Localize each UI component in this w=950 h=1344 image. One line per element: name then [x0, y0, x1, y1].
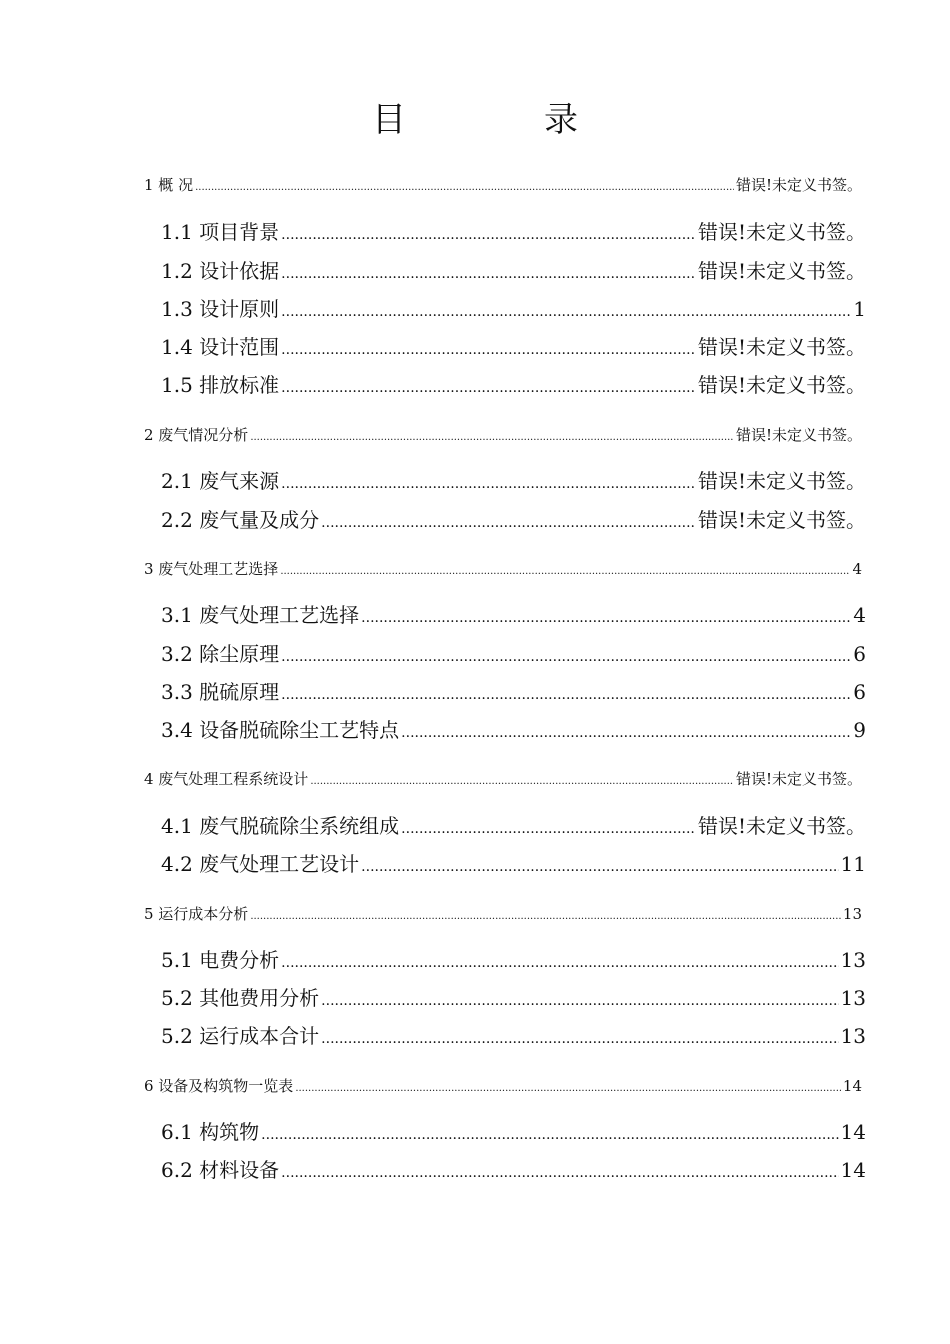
toc-entry-6[interactable]	[144, 1075, 862, 1096]
toc-entry-3-1[interactable]	[161, 599, 866, 628]
toc-entry-5-2[interactable]	[161, 982, 866, 1011]
toc-entry-label: 4.2 废气处理工艺设计	[161, 852, 360, 876]
toc-leader-dots	[321, 1031, 838, 1047]
toc-entry-label: 3.1 废气处理工艺选择	[161, 603, 360, 627]
toc-entry-1[interactable]	[144, 174, 862, 195]
toc-entry-page: 13	[842, 905, 862, 923]
toc-entry-2-1[interactable]	[161, 465, 866, 494]
toc-entry-label: 3 废气处理工艺选择	[144, 560, 279, 578]
toc-entry-page: 9	[853, 718, 866, 742]
toc-entry-6-1[interactable]	[161, 1116, 866, 1145]
toc-entry-label: 1.3 设计原则	[161, 297, 280, 321]
toc-entry-4[interactable]	[144, 768, 862, 789]
toc-entry-label: 2.2 废气量及成分	[161, 508, 320, 532]
toc-entry-label: 5 运行成本分析	[144, 905, 249, 923]
toc-entry-page: 14	[840, 1158, 866, 1182]
toc-entry-page: 13	[840, 986, 866, 1010]
toc-entry-page: 1	[853, 297, 866, 321]
toc-entry-page: 6	[853, 642, 866, 666]
toc-leader-dots	[261, 1127, 838, 1143]
toc-leader-dots	[361, 859, 838, 875]
toc-entry-page: 错误!未定义书签。	[697, 220, 866, 244]
toc-entry-3-2[interactable]	[161, 638, 866, 667]
toc-entry-3-3[interactable]	[161, 676, 866, 705]
toc-entry-label: 5.1 电费分析	[161, 948, 280, 972]
toc-entry-label: 6 设备及构筑物一览表	[144, 1077, 294, 1095]
toc-entry-1-4[interactable]	[161, 331, 866, 360]
toc-leader-dots	[281, 266, 696, 282]
toc-entry-page: 错误!未定义书签。	[697, 335, 866, 359]
toc-entry-page: 错误!未定义书签。	[697, 814, 866, 838]
toc-entry-label: 6.2 材料设备	[161, 1158, 280, 1182]
toc-entry-label: 4.1 废气脱硫除尘系统组成	[161, 814, 400, 838]
toc-leader-dots	[281, 1165, 838, 1181]
toc-entry-label: 3.4 设备脱硫除尘工艺特点	[161, 718, 400, 742]
toc-entry-label: 3.2 除尘原理	[161, 642, 280, 666]
toc-leader-dots	[280, 566, 850, 577]
toc-leader-dots	[281, 304, 851, 320]
toc-entry-page: 4	[853, 603, 866, 627]
toc-entry-3-4[interactable]	[161, 714, 866, 743]
toc-leader-dots	[281, 687, 851, 703]
toc-leader-dots	[295, 1083, 841, 1094]
toc-leader-dots	[281, 955, 838, 971]
toc-entry-2[interactable]	[144, 424, 862, 445]
toc-entry-4-1[interactable]	[161, 810, 866, 839]
toc-entry-5[interactable]	[144, 903, 862, 924]
toc-entry-page: 错误!未定义书签。	[735, 176, 862, 194]
toc-entry-label: 2.1 废气来源	[161, 469, 280, 493]
toc-leader-dots	[250, 911, 841, 922]
toc-entry-page: 11	[840, 852, 866, 876]
toc-leader-dots	[281, 380, 696, 396]
toc-entry-page: 错误!未定义书签。	[697, 508, 866, 532]
toc-entry-2-2[interactable]	[161, 504, 866, 533]
toc-entry-label: 4 废气处理工程系统设计	[144, 770, 309, 788]
toc-entry-page: 错误!未定义书签。	[735, 770, 862, 788]
toc-entry-1-3[interactable]	[161, 293, 866, 322]
toc-entry-label: 1.4 设计范围	[161, 335, 280, 359]
toc-entry-label: 5.2 运行成本合计	[161, 1024, 320, 1048]
toc-leader-dots	[195, 182, 734, 193]
toc-entry-label: 1.2 设计依据	[161, 259, 280, 283]
toc-entry-6-2[interactable]	[161, 1154, 866, 1183]
toc-entry-page: 13	[840, 1024, 866, 1048]
toc-entry-label: 2 废气情况分析	[144, 426, 249, 444]
toc-entry-page: 13	[840, 948, 866, 972]
toc-entry-5-3[interactable]	[161, 1020, 866, 1049]
toc-entry-page: 错误!未定义书签。	[697, 373, 866, 397]
toc-leader-dots	[250, 432, 734, 443]
toc-leader-dots	[401, 725, 851, 741]
toc-leader-dots	[281, 476, 696, 492]
toc-entry-page: 6	[853, 680, 866, 704]
toc-entry-label: 1 概 况	[144, 176, 194, 194]
toc-entry-1-5[interactable]	[161, 369, 866, 398]
toc-entry-page: 错误!未定义书签。	[697, 469, 866, 493]
toc-entry-1-1[interactable]	[161, 216, 866, 245]
toc-entry-page: 错误!未定义书签。	[735, 426, 862, 444]
toc-entry-5-1[interactable]	[161, 944, 866, 973]
toc-leader-dots	[361, 610, 851, 626]
toc-entry-3[interactable]	[144, 558, 862, 579]
toc-entry-page: 错误!未定义书签。	[697, 259, 866, 283]
toc-entry-label: 1.5 排放标准	[161, 373, 280, 397]
page-title: 目 录	[372, 100, 630, 140]
toc-leader-dots	[321, 515, 696, 531]
toc-leader-dots	[321, 993, 838, 1009]
toc-entry-label: 1.1 项目背景	[161, 220, 280, 244]
toc-leader-dots	[281, 227, 696, 243]
toc-entry-label: 3.3 脱硫原理	[161, 680, 280, 704]
toc-entry-1-2[interactable]	[161, 255, 866, 284]
toc-leader-dots	[281, 342, 696, 358]
toc-entry-page: 14	[840, 1120, 866, 1144]
toc-leader-dots	[401, 821, 696, 837]
toc-entry-page: 14	[842, 1077, 862, 1095]
toc-leader-dots	[310, 776, 734, 787]
toc-entry-label: 6.1 构筑物	[161, 1120, 260, 1144]
toc-entry-page: 4	[852, 560, 862, 578]
toc-leader-dots	[281, 649, 851, 665]
toc-entry-4-2[interactable]	[161, 848, 866, 877]
toc-entry-label: 5.2 其他费用分析	[161, 986, 320, 1010]
